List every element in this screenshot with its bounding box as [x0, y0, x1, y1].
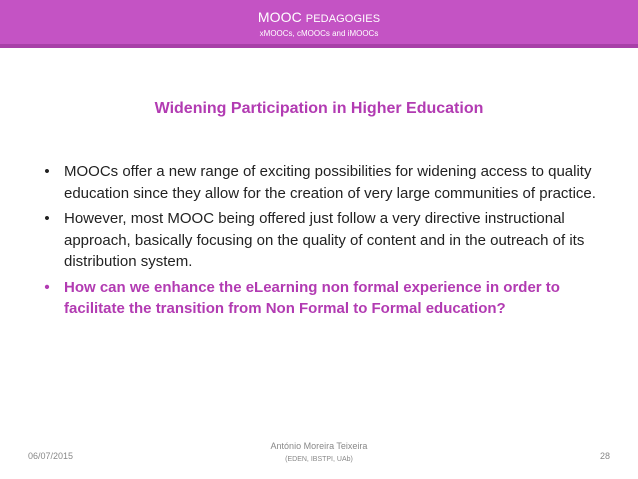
footer-affiliation: (EDEN, IBSTPI, UAb): [285, 456, 353, 463]
bullet-text: MOOCs offer a new range of exciting possibilities for widening access to quality education since they allow for the creation of very large communities of practice.: [64, 163, 596, 202]
footer-date: 06/07/2015: [28, 451, 74, 461]
slide-title: Widening Participation in Higher Education: [154, 100, 484, 117]
page-number: 28: [599, 451, 610, 461]
bullet-item: [40, 208, 600, 273]
bullet-item-highlight: [40, 277, 600, 320]
bullet-list: [40, 161, 600, 324]
header-title-main: MOOC: [257, 9, 306, 25]
bullet-marker: •: [44, 163, 50, 180]
bullet-marker: •: [44, 210, 50, 227]
footer-author: António Moreira Teixeira: [270, 441, 368, 451]
bullet-text: However, most MOOC being offered just follow a very directive instructional approach, basically focusing on the quality of content and in the outreach of its distribution system.: [64, 210, 585, 270]
header-subtitle: xMOOCs, cMOOCs and iMOOCs: [259, 29, 379, 38]
header-title-rest: PEDAGOGIES: [305, 13, 381, 25]
bullet-text: How can we enhance the eLearning non formal experience in order to facilitate the transition from Non Formal to Formal education?: [64, 278, 560, 317]
header-title: [0, 9, 638, 27]
bullet-item: [40, 161, 600, 204]
header-bar: [0, 0, 638, 48]
bullet-marker: •: [44, 278, 50, 296]
